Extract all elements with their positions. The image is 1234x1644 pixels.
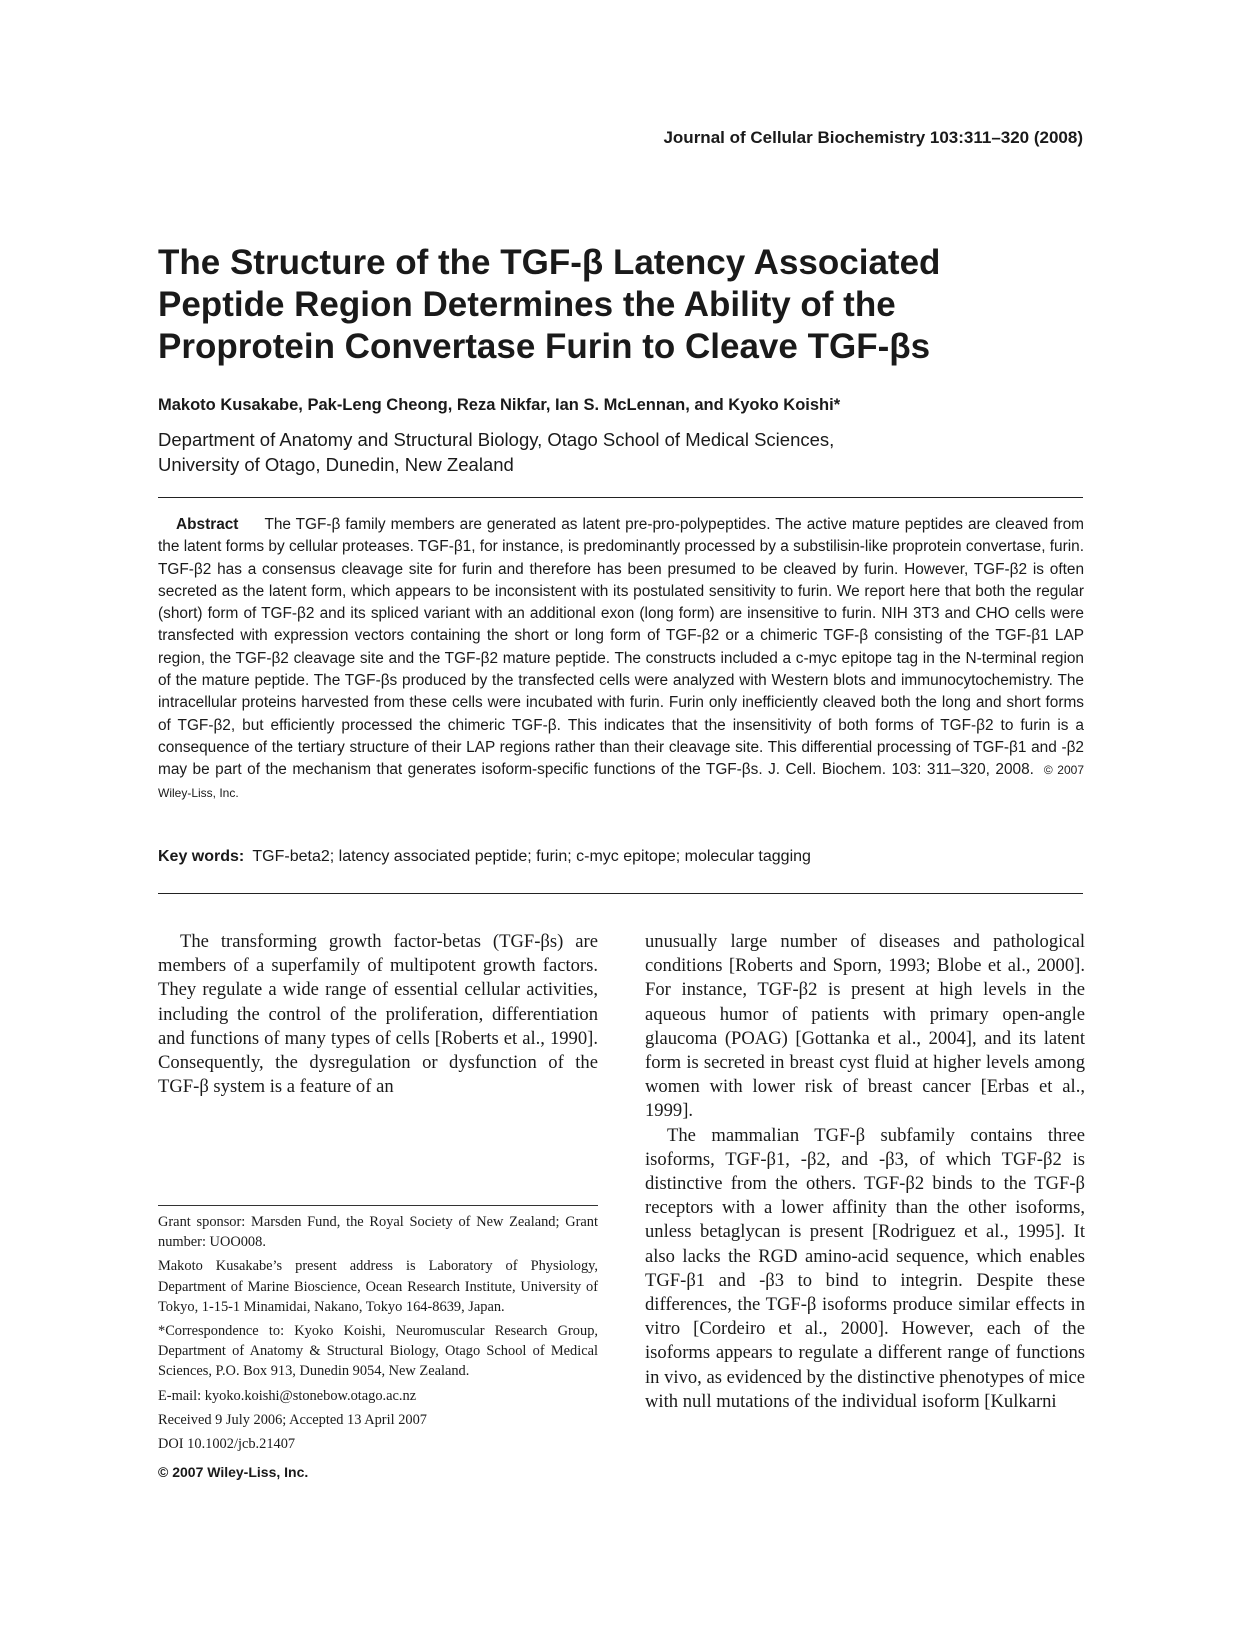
footnotes (158, 1212, 598, 1486)
body-column-left (158, 930, 598, 1099)
bottom-divider (158, 893, 1083, 894)
footnote-email: E-mail: kyoko.koishi@stonebow.otago.ac.nz (158, 1387, 417, 1404)
footnote-copyright: © 2007 Wiley-Liss, Inc. (158, 1464, 309, 1481)
abstract-text: The TGF-β family members are generated as latent pre-pro-polypeptides. The active mature peptides are cleaved from the latent forms by cellular proteases. TGF-β1, for instance, is predominantly processed by a substilisin-like proprotein convertase, furin. TGF-β2 has a consensus cleavage site for furin and therefore has been presumed to be cleaved by furin. However, TGF-β2 is often secreted as the latent form, which appears to be inconsistent with its postulated sensitivity to furin. We report here that both the regular (short) form of TGF-β2 and its spliced variant with an additional exon (long form) are insensitive to furin. NIH 3T3 and CHO cells were transfected with expression vectors containing the short or long form of TGF-β2 or a chimeric TGF-β consisting of the TGF-β1 LAP region, the TGF-β2 cleavage site and the TGF-β2 mature peptide. The constructs included a c-myc epitope tag in the N-terminal region of the mature peptide. The TGF-βs produced by the transfected cells were analyzed with Western blots and immunocytochemistry. The intracellular proteins harvested from these cells were incubated with furin. Furin only inefficiently cleaved both the long and short forms of TGF-β2, but efficiently processed the chimeric TGF-β. This indicates that the insensitivity of both forms of TGF-β2 to furin is a consequence of the tertiary structure of their LAP regions rather than their cleavage site. This differential processing of TGF-β1 and -β2 may be part of the mechanism that generates isoform-specific functions of the TGF-βs. J. Cell. Biochem. 103: 311–320, 2008. (158, 516, 1084, 779)
abstract (158, 514, 1084, 804)
body-column-right (645, 930, 1085, 1414)
affiliation-line: University of Otago, Dunedin, New Zealand (158, 454, 514, 475)
journal-header: Journal of Cellular Biochemistry 103:311–320 (2008) (663, 128, 1083, 147)
title-line: Proprotein Convertase Furin to Cleave TGF-βs (158, 327, 931, 366)
footnote-divider (158, 1205, 598, 1206)
top-divider (158, 497, 1083, 498)
keywords (158, 848, 811, 866)
keywords-text: TGF-beta2; latency associated peptide; furin; c-myc epitope; molecular tagging (252, 848, 811, 865)
abstract-copyright: © 2007 Wiley-Liss, Inc. (158, 763, 1084, 800)
footnote-received: Received 9 July 2006; Accepted 13 April 2007 (158, 1411, 427, 1428)
body-paragraph: unusually large number of diseases and pathological conditions [Roberts and Sporn, 1993; Blobe et al., 2000]. For instance, TGF-β2 is present at high levels in the aqueous humor of patients with primary open-angle glaucoma (POAG) [Gottanka et al., 2004], and its latent form is secreted in breast cyst fluid at higher levels among women with lower risk of breast cancer [Erbas et al., 1999]. (645, 931, 1085, 1122)
keywords-label: Key words: (158, 848, 245, 865)
body-paragraph: The transforming growth factor-betas (TGF-βs) are members of a superfamily of multipotent growth factors. They regulate a wide range of essential cellular activities, including the control of the proliferation, differentiation and functions of many types of cells [Roberts et al., 1990]. Consequently, the dysregulation or dysfunction of the TGF-β system is a feature of an (158, 931, 598, 1098)
title-line: Peptide Region Determines the Ability of the (158, 285, 896, 324)
footnote-correspondence: *Correspondence to: Kyoko Koishi, Neuromuscular Research Group, Department of Anatomy & Structural Biology, Otago School of Medical Sciences, P.O. Box 913, Dunedin 9054, New Zealand. (158, 1323, 598, 1380)
title-line: The Structure of the TGF-β Latency Associated (158, 243, 941, 282)
footnote-grant: Grant sponsor: Marsden Fund, the Royal Society of New Zealand; Grant number: UOO008. (158, 1214, 598, 1251)
footnote-address: Makoto Kusakabe’s present address is Laboratory of Physiology, Department of Marine Bioscience, Ocean Research Institute, University of Tokyo, 1-15-1 Minamidai, Nakano, Tokyo 164-8639, Japan. (158, 1258, 598, 1315)
affiliation-line: Department of Anatomy and Structural Biology, Otago School of Medical Sciences, (158, 429, 835, 450)
body-paragraph: The mammalian TGF-β subfamily contains three isoforms, TGF-β1, -β2, and -β3, of which TGF-β2 is distinctive from the others. TGF-β2 binds to the TGF-β receptors with a lower affinity than the other isoforms, unless betaglycan is present [Rodriguez et al., 1995]. It also lacks the RGD amino-acid sequence, which enables TGF-β1 and -β3 to bind to integrin. Despite these differences, the TGF-β isoforms produce similar effects in vitro [Cordeiro et al., 2000]. However, each of the isoforms appears to regulate a different range of functions in vivo, as evidenced by the distinctive phenotypes of mice with null mutations of the individual isoform [Kulkarni (645, 1124, 1085, 1412)
article-title (158, 242, 1058, 368)
footnote-doi: DOI 10.1002/jcb.21407 (158, 1436, 296, 1453)
author-list: Makoto Kusakabe, Pak-Leng Cheong, Reza Nikfar, Ian S. McLennan, and Kyoko Koishi* (158, 396, 841, 414)
affiliation (158, 427, 834, 477)
abstract-label: Abstract (176, 516, 239, 533)
